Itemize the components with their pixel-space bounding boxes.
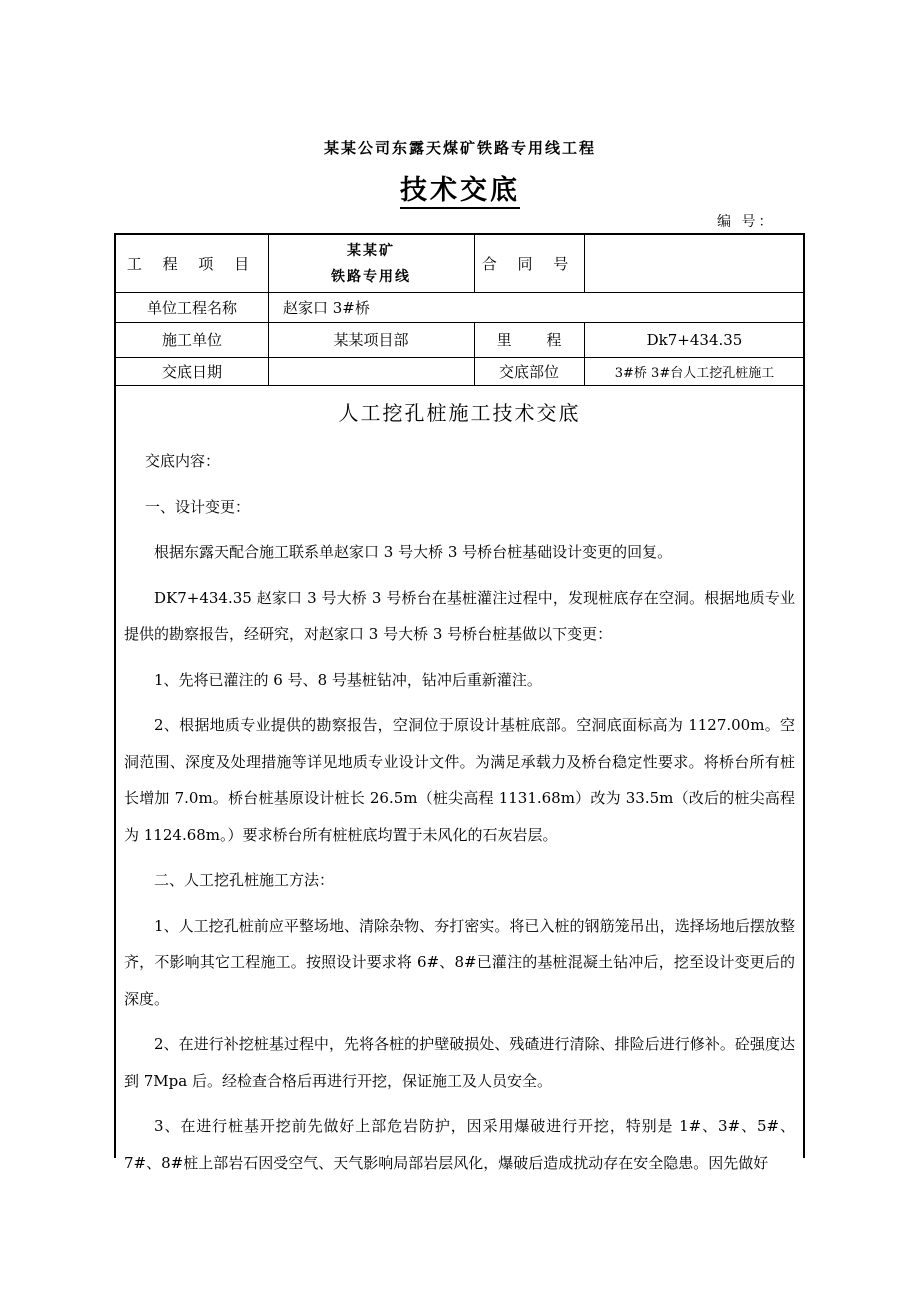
- unit-name-label: 单位工程名称: [146, 298, 237, 317]
- project-name-line1: 某某矿: [347, 242, 395, 259]
- disclosure-form: [114, 233, 805, 1172]
- document-number-label: 编 号：: [717, 214, 776, 230]
- disclosure-part-value: 3#桥 3#台人工挖孔桩施工: [614, 365, 775, 381]
- document-title: [0, 168, 920, 207]
- section-heading: 二、人工挖孔桩施工方法：: [154, 871, 335, 889]
- contract-value: [584, 235, 805, 292]
- section-title: 人工挖孔桩施工技术交底: [338, 401, 581, 425]
- project-label: 工 程 项 目: [126, 255, 258, 273]
- document-title-text: 技术交底: [400, 175, 520, 209]
- row-divider: [116, 385, 803, 386]
- unit-name-value: 赵家口 3#桥: [283, 298, 370, 317]
- project-name-line2: 铁路专用线: [331, 268, 411, 285]
- disclosure-date-label: 交底日期: [161, 362, 222, 381]
- paragraph: 1、人工挖孔桩前应平整场地、清除杂物、夯打密实。将已入桩的钢筋笼吊出，选择场地后摆放整齐，不影响其它工程施工。按照设计要求将 6#、8#已灌注的基桩混凝土钻冲后，挖至设计变更后的深度。: [124, 916, 795, 1008]
- disclosure-part-label: 交底部位: [498, 362, 559, 381]
- disclosure-content: [124, 443, 795, 1190]
- paragraph: 3、在进行桩基开挖前先做好上部危岩防护，因采用爆破进行开挖，特别是 1#、3#、5#、7#、8#桩上部岩石因受空气、天气影响局部岩层风化，爆破后造成扰动存在安全隐患。因先做好: [124, 1117, 795, 1172]
- paragraph: 1、先将已灌注的 6 号、8 号基桩钻冲，钻冲后重新灌注。: [154, 670, 542, 689]
- construction-unit-label: 施工单位: [161, 331, 222, 349]
- construction-unit-value: 某某项目部: [333, 331, 409, 349]
- paragraph: DK7+434.35 赵家口 3 号大桥 3 号桥台在基桩灌注过程中，发现桩底存在空洞。根据地质专业提供的勘察报告，经研究，对赵家口 3 号大桥 3 号桥台桩基做以下变更：: [124, 588, 795, 643]
- paragraph: 2、根据地质专业提供的勘察报告，空洞位于原设计基桩底部。空洞底面标高为 1127.00m。空洞范围、深度及处理措施等详见地质专业设计文件。为满足承载力及桥台稳定性要求。将桥台所有桩长增加 7.0m。桥台桩基原设计桩长 26.5m（桩尖高程 1131.68m）改为 33.5m（改后的桩尖高程为 1124.68m。）要求桥台所有桩桩底均置于未风化的石灰岩层。: [124, 716, 795, 844]
- project-name: [268, 235, 474, 292]
- section-heading: 一、设计变更：: [145, 497, 251, 516]
- paragraph: 根据东露天配合施工联系单赵家口 3 号大桥 3 号桥台桩基础设计变更的回复。: [154, 543, 673, 561]
- paragraph: 2、在进行补挖桩基过程中，先将各桩的护壁破损处、残碴进行清除、排险后进行修补。砼强度达到 7Mpa 后。经检查合格后再进行开挖，保证施工及人员安全。: [124, 1035, 795, 1090]
- mileage-label: 里 程: [496, 331, 562, 349]
- content-heading: 交底内容：: [145, 452, 221, 470]
- contract-label: 合 同 号: [481, 255, 577, 273]
- company-project-title: 某某公司东露天煤矿铁路专用线工程: [323, 139, 596, 157]
- disclosure-date-value: [268, 357, 474, 385]
- mileage-value: Dk7+434.35: [646, 330, 743, 349]
